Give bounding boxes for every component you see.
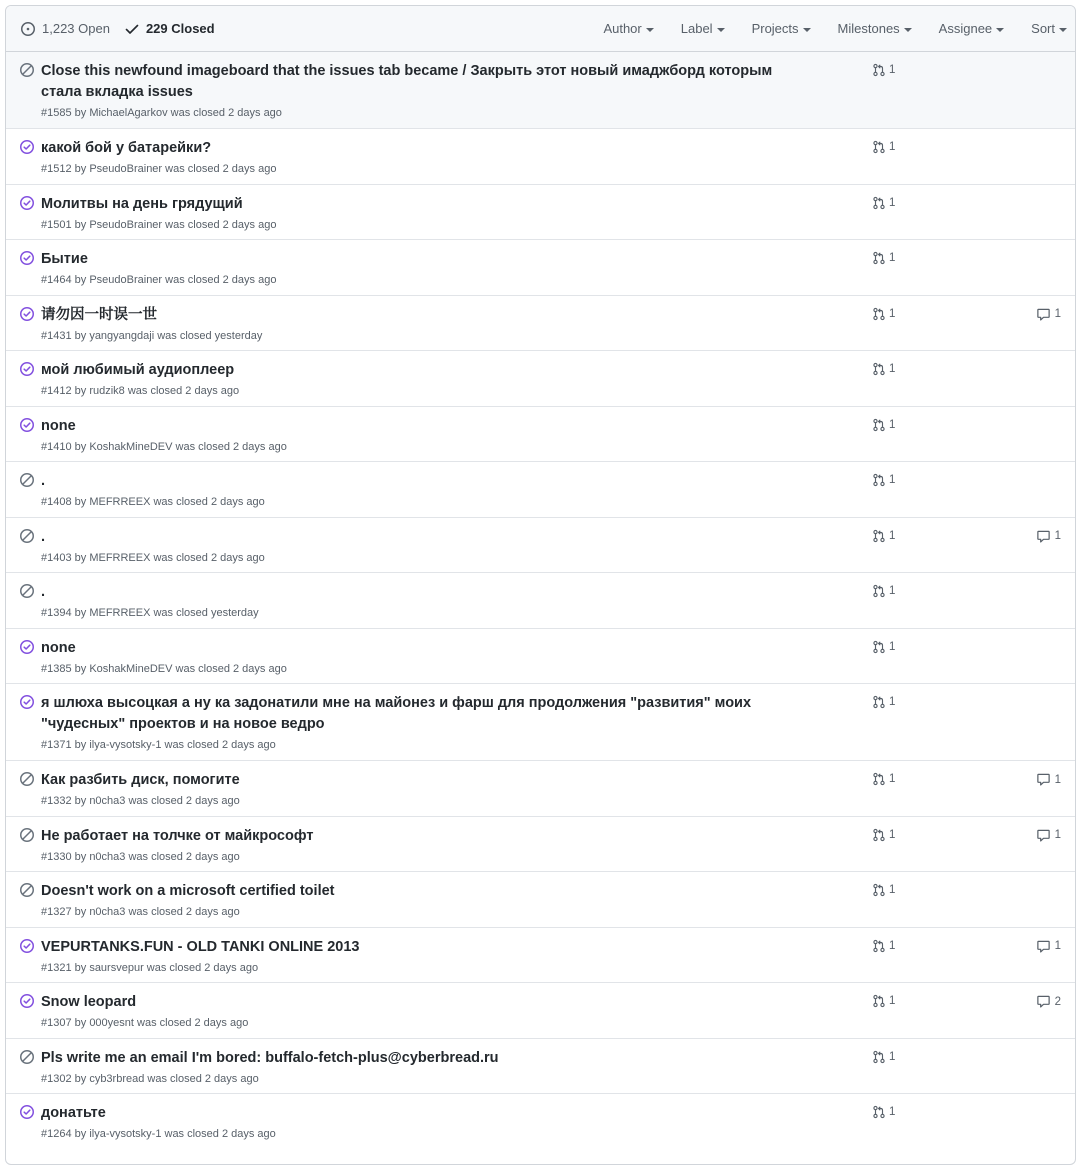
closed-issues-link[interactable]: [124, 21, 215, 37]
issue-row: [6, 761, 1075, 817]
issue-row: [6, 684, 1075, 761]
issue-row: [6, 351, 1075, 407]
linked-pull-request-icon: [872, 883, 886, 897]
issue-meta: #1321 by saursvepur was closed 2 days ago: [41, 961, 259, 974]
issue-main: [41, 1103, 811, 1142]
comment-icon: [1036, 939, 1051, 954]
linked-pr-count: 1: [889, 640, 896, 653]
linked-pull-request-icon: [872, 1050, 886, 1064]
linked-pr-link[interactable]: [872, 939, 895, 953]
linked-pr-count: 1: [889, 1050, 896, 1063]
comments-count: 1: [1054, 308, 1061, 320]
milestones-filter-label: Milestones: [837, 21, 900, 36]
linked-pr-count: 1: [889, 585, 896, 597]
issue-closed-not-planned-icon: [19, 583, 35, 599]
state-toggle: [20, 21, 215, 37]
linked-pr-count: 1: [889, 696, 896, 708]
issue-main: [41, 992, 811, 1031]
issue-meta: #1394 by MEFRREEX was closed yesterday: [41, 607, 259, 619]
assignee-filter-label: Assignee: [938, 21, 993, 36]
comments-count: 2: [1054, 995, 1061, 1008]
issue-meta: #1385 by KoshakMineDEV was closed 2 days ago: [41, 662, 287, 675]
issue-closed-completed-icon: [19, 306, 35, 322]
linked-pr-count: 1: [889, 196, 896, 209]
issue-title-link[interactable]: Snow leopard: [41, 994, 137, 1010]
issue-title-link[interactable]: донатьте: [41, 1105, 106, 1121]
closed-count-label: 229 Closed: [145, 21, 215, 36]
caret-down-icon: [1059, 28, 1067, 32]
issue-title-link[interactable]: Молитвы на день грядущий: [41, 195, 243, 212]
issue-closed-completed-icon: [19, 195, 35, 211]
issue-closed-not-planned-icon: [19, 62, 35, 78]
issue-closed-completed-icon: [19, 417, 35, 433]
comments-link[interactable]: [1036, 994, 1061, 1009]
linked-pr-count: 1: [889, 418, 896, 431]
linked-pull-request-icon: [872, 251, 886, 265]
linked-pr-link[interactable]: [872, 994, 895, 1008]
linked-pr-link[interactable]: [872, 251, 895, 265]
issue-closed-not-planned-icon: [19, 771, 35, 787]
linked-pull-request-icon: [872, 828, 886, 842]
linked-pr-count: 1: [889, 828, 896, 841]
comments-link[interactable]: [1036, 772, 1061, 787]
issue-title-link[interactable]: какой бой у батарейки?: [41, 140, 212, 156]
issue-title-link[interactable]: Бытие: [41, 251, 88, 267]
issue-main: [41, 881, 811, 920]
linked-pull-request-icon: [872, 473, 886, 487]
issue-closed-completed-icon: [19, 1104, 35, 1120]
caret-down-icon: [904, 28, 912, 32]
issue-title-link[interactable]: .: [41, 528, 46, 545]
comment-icon: [1036, 772, 1051, 787]
linked-pr-count: 1: [889, 1106, 896, 1118]
issue-meta: #1585 by MichaelAgarkov was closed 2 days ago: [41, 107, 282, 119]
linked-pr-link[interactable]: [872, 140, 895, 154]
issue-main: [41, 138, 811, 177]
linked-pr-count: 1: [889, 252, 896, 264]
linked-pr-count: 1: [889, 141, 896, 153]
issue-title-link[interactable]: none: [41, 417, 76, 434]
linked-pr-link[interactable]: [872, 640, 895, 654]
issue-meta: #1464 by PseudoBrainer was closed 2 days ago: [41, 274, 277, 286]
issue-main: [41, 1048, 811, 1087]
issue-closed-completed-icon: [19, 694, 35, 710]
issue-row: [6, 928, 1075, 984]
issue-meta: #1307 by 000yesnt was closed 2 days ago: [41, 1017, 249, 1029]
linked-pr-link[interactable]: [872, 529, 895, 543]
issue-closed-not-planned-icon: [19, 882, 35, 898]
linked-pr-link[interactable]: [872, 1050, 895, 1064]
issue-title-link[interactable]: Doesn't work on a microsoft certified toilet: [41, 883, 335, 899]
linked-pr-count: 1: [889, 995, 896, 1007]
linked-pr-link[interactable]: [872, 362, 895, 376]
issue-rows: [6, 52, 1075, 1150]
comment-icon: [1036, 529, 1051, 544]
linked-pr-link[interactable]: [872, 196, 895, 210]
issue-main: [41, 638, 811, 677]
issue-row: [6, 129, 1075, 185]
issue-opened-icon: [20, 21, 36, 37]
issue-closed-not-planned-icon: [19, 1049, 35, 1065]
issue-row: [6, 983, 1075, 1039]
sort-filter[interactable]: [1031, 21, 1067, 36]
sort-filter-label: Sort: [1031, 21, 1055, 36]
linked-pull-request-icon: [872, 772, 886, 786]
linked-pr-link[interactable]: [872, 473, 895, 487]
issue-main: [41, 471, 811, 510]
issue-main: [41, 360, 811, 399]
linked-pr-count: 1: [889, 773, 896, 785]
linked-pr-count: 1: [889, 474, 896, 486]
label-filter-label: Label: [680, 21, 713, 36]
issue-title-link[interactable]: Не работает на толчке от майкрософт: [41, 827, 314, 844]
issue-main: [41, 770, 811, 809]
issue-title-link[interactable]: Как разбить диск, помогите: [41, 772, 240, 788]
assignee-filter[interactable]: [939, 21, 1004, 36]
projects-filter-label: Projects: [751, 21, 799, 36]
issue-main: [41, 582, 811, 621]
linked-pr-count: 1: [889, 307, 896, 320]
comment-icon: [1036, 307, 1051, 322]
issue-row: [6, 629, 1075, 685]
issue-title-link[interactable]: мой любимый аудиоплеер: [41, 362, 235, 378]
projects-filter[interactable]: [752, 21, 811, 36]
linked-pull-request-icon: [872, 529, 886, 543]
issue-main: [41, 305, 811, 344]
issue-meta: #1332 by n0cha3 was closed 2 days ago: [41, 795, 240, 807]
author-filter-label: Author: [603, 21, 642, 36]
issue-row: [6, 1039, 1075, 1095]
issue-title-link[interactable]: none: [41, 639, 76, 656]
comments-count: 1: [1054, 829, 1061, 841]
issue-main: [41, 61, 811, 121]
issue-row: [6, 462, 1075, 518]
linked-pr-count: 1: [889, 529, 896, 542]
issue-title-link[interactable]: .: [41, 473, 46, 489]
linked-pr-link[interactable]: [872, 584, 895, 598]
issue-closed-completed-icon: [19, 938, 35, 954]
linked-pr-link[interactable]: [872, 418, 895, 432]
issue-row: [6, 872, 1075, 928]
issue-closed-not-planned-icon: [19, 827, 35, 843]
issue-meta: #1302 by cyb3rbread was closed 2 days ago: [41, 1072, 259, 1085]
comments-count: 1: [1054, 773, 1061, 786]
issues-list-header: [6, 6, 1075, 52]
issue-meta: #1410 by KoshakMineDEV was closed 2 days ago: [41, 440, 287, 453]
linked-pull-request-icon: [872, 1105, 886, 1119]
issue-meta: #1403 by MEFRREEX was closed 2 days ago: [41, 551, 265, 564]
issue-meta: #1327 by n0cha3 was closed 2 days ago: [41, 906, 240, 918]
issue-meta: #1408 by MEFRREEX was closed 2 days ago: [41, 496, 265, 508]
issue-meta: #1501 by PseudoBrainer was closed 2 days ago: [41, 218, 277, 231]
caret-down-icon: [717, 28, 725, 32]
label-filter[interactable]: [681, 21, 725, 36]
linked-pr-count: 1: [889, 884, 896, 896]
linked-pr-link[interactable]: [872, 307, 895, 321]
issue-main: [41, 416, 811, 455]
open-issues-link[interactable]: [20, 21, 110, 37]
issue-closed-completed-icon: [19, 993, 35, 1009]
linked-pull-request-icon: [872, 307, 886, 321]
comments-link[interactable]: [1036, 529, 1061, 544]
linked-pull-request-icon: [872, 695, 886, 709]
issue-closed-completed-icon: [19, 250, 35, 266]
issue-meta: #1412 by rudzik8 was closed 2 days ago: [41, 385, 240, 397]
linked-pull-request-icon: [872, 939, 886, 953]
issue-meta: #1371 by ilya-vysotsky-1 was closed 2 days ago: [41, 739, 276, 751]
issue-closed-not-planned-icon: [19, 472, 35, 488]
linked-pull-request-icon: [872, 140, 886, 154]
linked-pr-count: 1: [889, 939, 896, 952]
linked-pull-request-icon: [872, 994, 886, 1008]
issue-main: [41, 249, 811, 288]
issue-meta: #1431 by yangyangdaji was closed yesterday: [41, 329, 263, 342]
linked-pull-request-icon: [872, 63, 886, 77]
caret-down-icon: [996, 28, 1004, 32]
filter-bar: [603, 21, 1075, 36]
issue-main: [41, 693, 811, 753]
issue-title-link[interactable]: Close this newfound imageboard that the issues tab became / Закрыть этот новый имаджборд которым стала вкладка issues: [41, 63, 773, 100]
linked-pull-request-icon: [872, 196, 886, 210]
issue-meta: #1330 by n0cha3 was closed 2 days ago: [41, 850, 240, 863]
comments-link[interactable]: [1036, 828, 1061, 843]
issue-title-link[interactable]: VEPURTANKS.FUN - OLD TANKI ONLINE 2013: [41, 938, 360, 955]
linked-pr-link[interactable]: [872, 1105, 895, 1119]
issue-closed-not-planned-icon: [19, 528, 35, 544]
comments-count: 1: [1054, 530, 1061, 542]
issue-title-link[interactable]: Pls write me an email I'm bored: buffalo-fetch-plus@cyberbread.ru: [41, 1049, 499, 1066]
linked-pr-link[interactable]: [872, 883, 895, 897]
issue-main: [41, 527, 811, 566]
open-count-label: 1,223 Open: [42, 21, 110, 36]
comment-icon: [1036, 994, 1051, 1009]
comments-count: 1: [1054, 940, 1061, 952]
issue-main: [41, 826, 811, 865]
linked-pr-count: 1: [889, 363, 896, 375]
linked-pr-count: 1: [889, 64, 896, 76]
issue-row: [6, 296, 1075, 352]
author-filter[interactable]: [603, 21, 653, 36]
issue-closed-completed-icon: [19, 639, 35, 655]
issues-list-box: [5, 5, 1076, 1165]
issue-row: [6, 817, 1075, 873]
comments-link[interactable]: [1036, 307, 1061, 322]
linked-pr-link[interactable]: [872, 695, 895, 709]
issue-meta: #1512 by PseudoBrainer was closed 2 days ago: [41, 163, 277, 175]
issue-row: [6, 240, 1075, 296]
caret-down-icon: [646, 28, 654, 32]
issue-closed-completed-icon: [19, 361, 35, 377]
linked-pull-request-icon: [872, 584, 886, 598]
issue-main: [41, 194, 811, 233]
comments-link[interactable]: [1036, 939, 1061, 954]
issue-row: [6, 185, 1075, 241]
linked-pull-request-icon: [872, 362, 886, 376]
issue-main: [41, 937, 811, 976]
check-icon: [124, 21, 140, 37]
linked-pull-request-icon: [872, 418, 886, 432]
issue-meta: #1264 by ilya-vysotsky-1 was closed 2 days ago: [41, 1128, 276, 1140]
milestones-filter[interactable]: [838, 21, 912, 36]
linked-pr-link[interactable]: [872, 772, 895, 786]
linked-pr-link[interactable]: [872, 63, 895, 77]
linked-pull-request-icon: [872, 640, 886, 654]
issue-row: [6, 518, 1075, 574]
comment-icon: [1036, 828, 1051, 843]
issue-title-link[interactable]: .: [41, 584, 46, 600]
issue-title-link[interactable]: я шлюха высоцкая а ну ка задонатили мне на майонез и фарш для продолжения "развития" моих "чудесных" проектов и на новое ведро: [41, 695, 752, 732]
issue-row: [6, 407, 1075, 463]
issue-title-link[interactable]: 请勿因一时误一世: [41, 306, 157, 323]
caret-down-icon: [803, 28, 811, 32]
issue-row: [6, 573, 1075, 629]
linked-pr-link[interactable]: [872, 828, 895, 842]
issue-row: [6, 1094, 1075, 1150]
issue-closed-completed-icon: [19, 139, 35, 155]
issue-row: [6, 52, 1075, 129]
